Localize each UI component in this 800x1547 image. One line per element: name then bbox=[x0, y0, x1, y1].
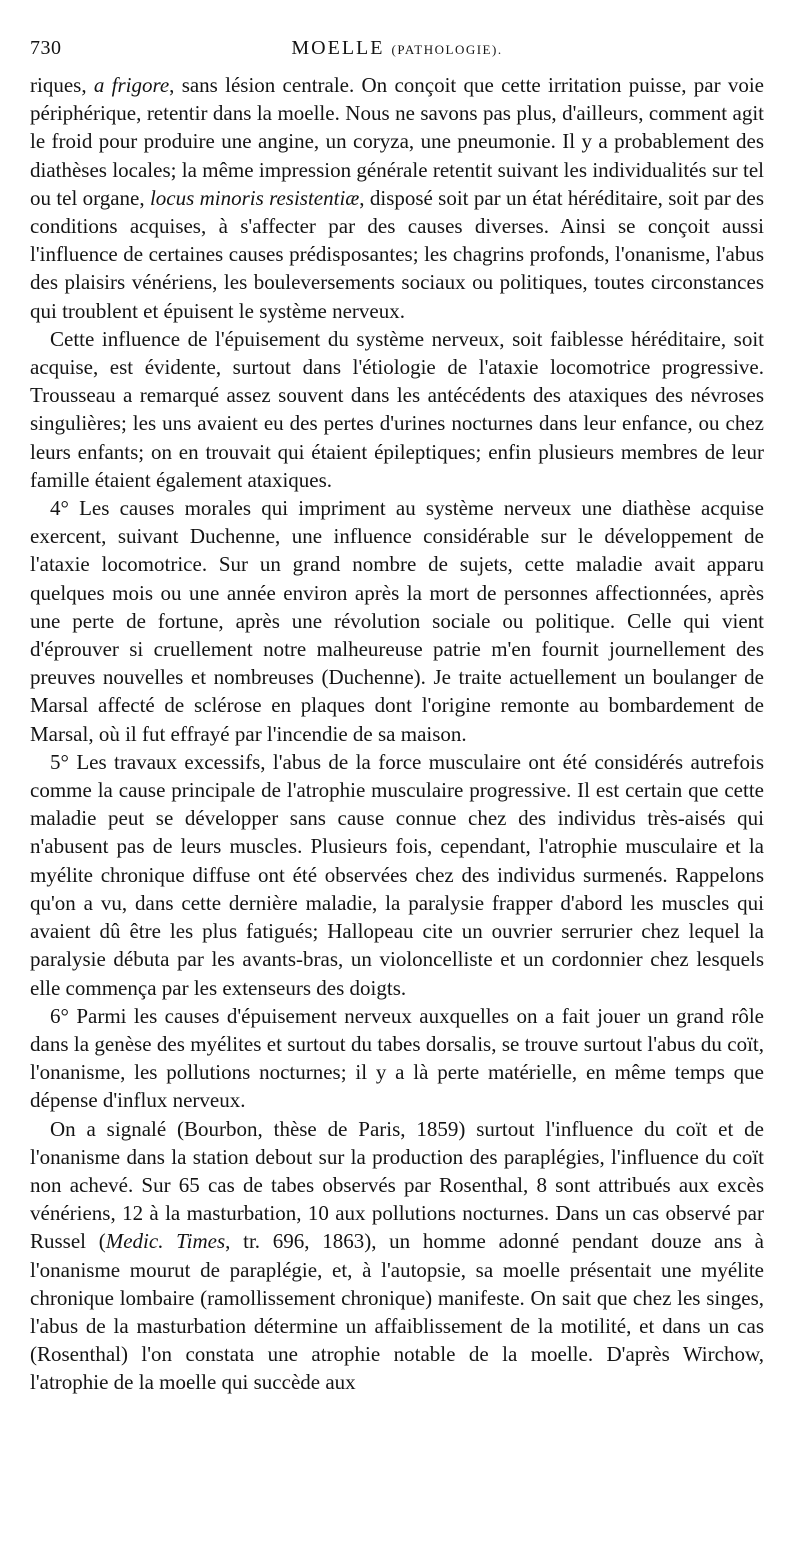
book-page bbox=[30, 34, 764, 1397]
paragraph-continuation bbox=[30, 71, 764, 325]
running-title-main: MOELLE bbox=[291, 37, 385, 59]
text-segment: , tr. 696, 1863), un homme adonné pendant douze ans à l'onanisme mourut de paraplégie, et, à l'autopsie, sa moelle présentait une myélite chronique lombaire (ramollissement chronique) manifeste. On sait que chez les singes, l'abus de la masturbation détermine un affaiblissement de la motilité, et dans un cas (Rosenthal) l'on constata une atrophie notable de la moelle. D'après Wirchow, l'atrophie de la moelle qui succède aux bbox=[30, 1229, 765, 1395]
running-title bbox=[30, 34, 764, 64]
text-segment: On a signalé (Bourbon, thèse de Paris, 1859) surtout l'influence du coït et de l'onanisme dans la station debout sur la production des paraplégies, l'influence du coït non achevé. Sur 65 cas de tabes observés par Rosenthal, 8 sont attribués aux excès vénériens, 12 à la masturbation, 10 aux pollutions nocturnes. Dans un cas observé par Russel ( bbox=[30, 1116, 764, 1254]
page-number: 730 bbox=[30, 37, 62, 59]
text-segment: 5° Les travaux excessifs, l'abus de la force musculaire ont été considérés autrefois comme la cause principale de l'atrophie musculaire progressive. Il est certain que cette maladie peut se développer sans cause connue chez des individus très-aisés qui n'abusent pas de leurs muscles. Plusieurs fois, cependant, l'atrophie musculaire et la myélite chronique diffuse ont été observées chez des individus surmenés. Rappelons qu'on a vu, dans cette dernière maladie, la paralysie frapper d'abord les muscles qui avaient dû être les plus fatigués; Hallopeau cite un ouvrier serrurier chez lequel la paralysie débuta par les avants-bras, un violoncelliste et un cordonnier chez lesquels elle commença par les extenseurs des doigts. bbox=[30, 749, 764, 1000]
text-segment: 4° Les causes morales qui impriment au système nerveux une diathèse acquise exercent, suivant Duchenne, une influence considérable sur le développement de l'ataxie locomotrice. Sur un grand nombre de sujets, cette maladie avait apparu quelques mois ou une année environ après la mort de personnes affectionnées, après une perte de fortune, après une révolution sociale ou politique. Celle qui vient d'éprouver si cruellement notre malheureuse patrie m'en fournit journellement des preuves nouvelles et nombreuses (Duchenne). Je traite actuellement un boulanger de Marsal affecté de sclérose en plaques dont l'origine remonte au bombardement de Marsal, où il fut effrayé par l'incendie de sa maison. bbox=[30, 496, 764, 746]
body-text bbox=[30, 71, 764, 1397]
paragraph-observations bbox=[30, 1115, 764, 1397]
text-segment: Cette influence de l'épuisement du système nerveux, soit faiblesse héréditaire, soit acquise, est évidente, surtout dans l'étiologie de l'ataxie locomotrice progressive. Trousseau a remarqué assez souvent dans les antécédents des ataxiques des névroses singulières; les uns avaient eu des pertes d'urines nocturnes dans leur enfance, ou chez leurs enfants; on en trouvait qui étaient épileptiques; enfin plusieurs membres de leur famille étaient également ataxiques. bbox=[30, 326, 764, 492]
text-segment: riques, bbox=[30, 73, 94, 97]
text-segment: , sans lésion centrale. On conçoit que cette irritation puisse, par voie périphérique, retentir dans la moelle. Nous ne savons pas plus, d'ailleurs, comment agit le froid pour produire une angine, un coryza, une pneumonie. Il y a probablement des diathèses locales; la même impression générale retentit suivant les individualités sur tel ou tel organe, bbox=[30, 73, 764, 210]
text-segment-italic: a frigore bbox=[93, 73, 170, 97]
page-header bbox=[30, 34, 764, 62]
paragraph-moral-causes bbox=[30, 494, 764, 748]
paragraph-excessive-work bbox=[30, 748, 764, 1002]
paragraph-exhaustion-causes bbox=[30, 1002, 764, 1115]
text-segment-italic: Medic. Times bbox=[105, 1229, 226, 1254]
running-title-subtitle: (PATHOLOGIE). bbox=[391, 42, 503, 57]
text-segment: , disposé soit par un état héréditaire, soit par des conditions acquises, à s'affecter par des causes diverses. Ainsi se conçoit aussi l'influence de certaines causes prédisposantes; les chagrins profonds, l'onanisme, l'abus des plaisirs vénériens, les bouleversements sociaux ou politiques, toutes circonstances qui troublent et épuisent le système nerveux. bbox=[30, 185, 764, 323]
text-segment: 6° Parmi les causes d'épuisement nerveux auxquelles on a fait jouer un grand rôle dans la genèse des myélites et surtout du tabes dorsalis, se trouve surtout l'abus du coït, l'onanisme, les pollutions nocturnes; il y a là perte matérielle, en même temps que dépense d'influx nerveux. bbox=[30, 1003, 764, 1113]
text-segment-italic: locus minoris resistentiæ bbox=[149, 185, 360, 210]
paragraph-nervous-exhaustion bbox=[30, 325, 764, 494]
